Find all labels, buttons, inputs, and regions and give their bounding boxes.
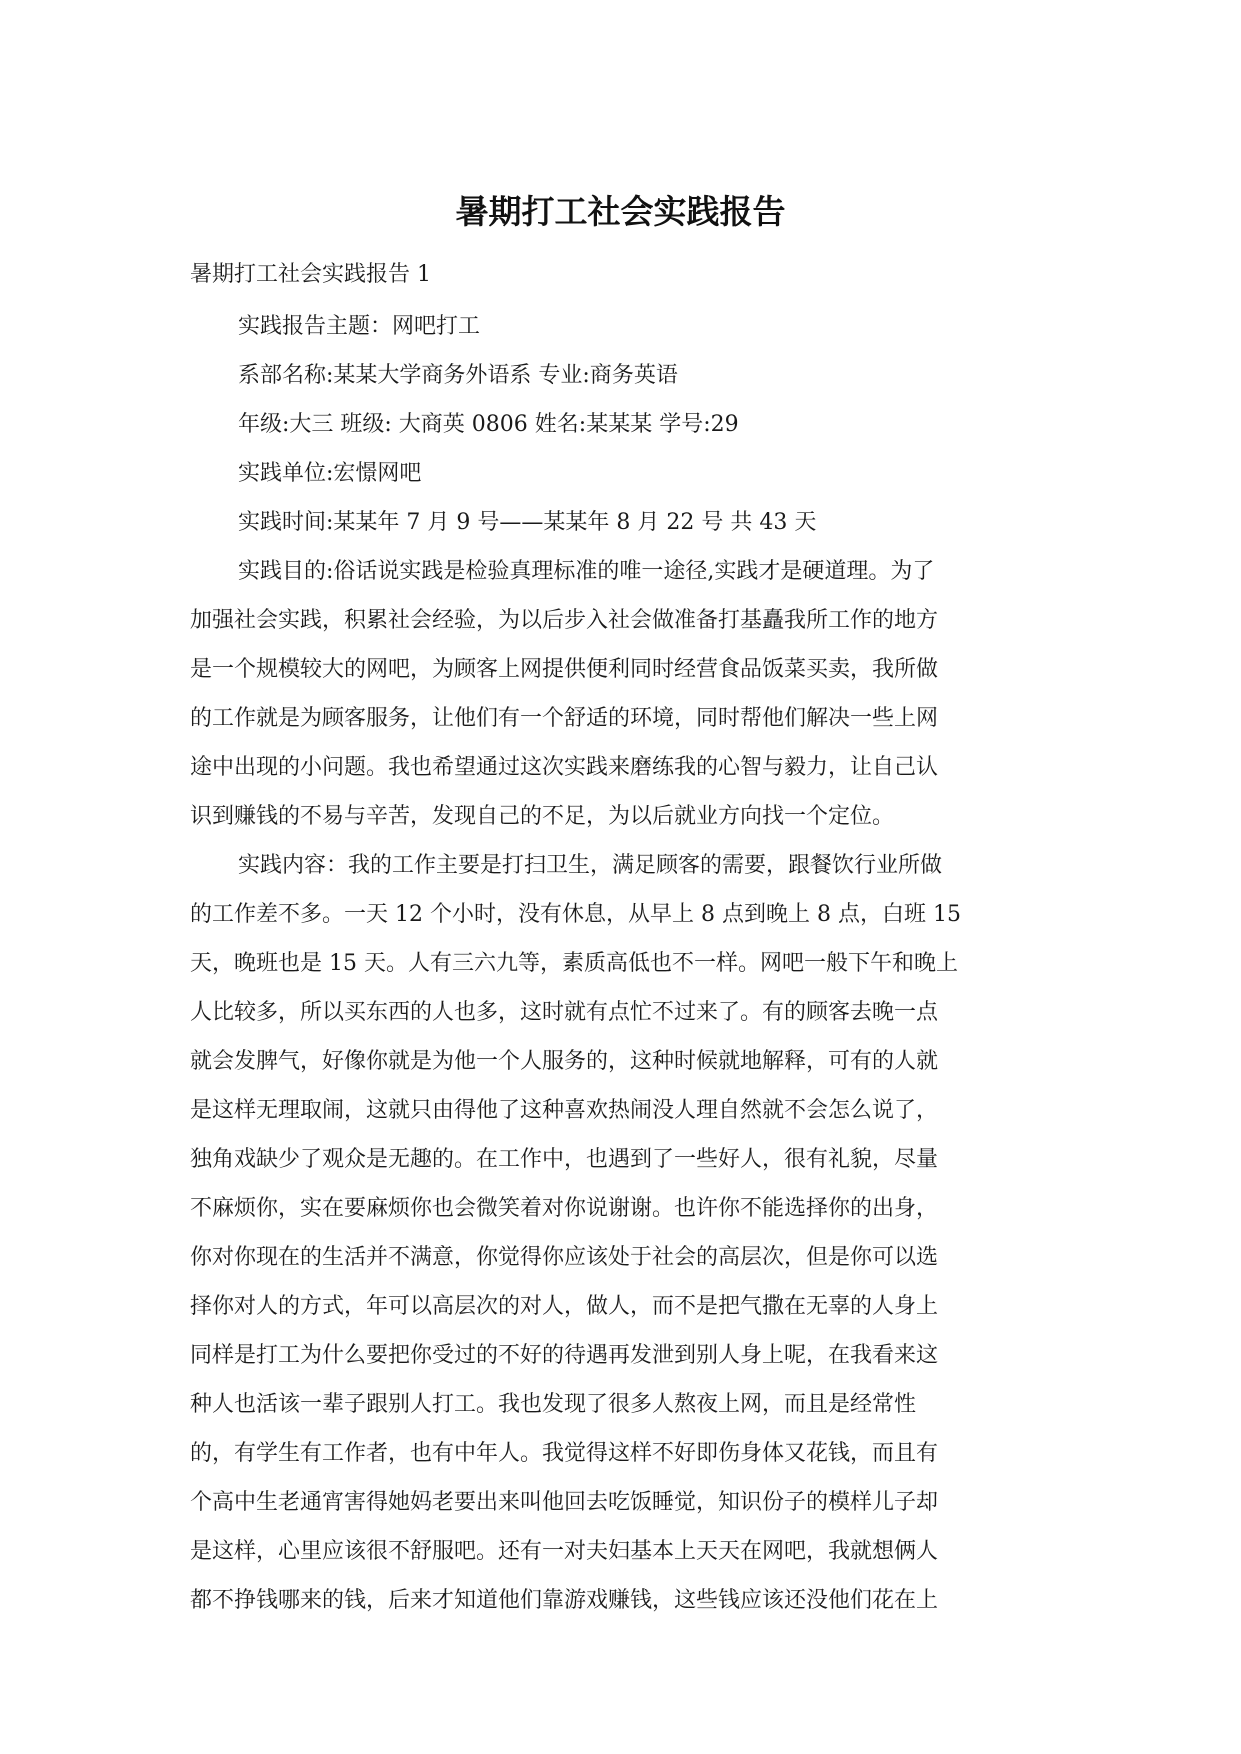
paragraph-line: 实践内容：我的工作主要是打扫卫生，满足顾客的需要，跟餐饮行业所做 — [238, 853, 943, 878]
paragraph-line: 途中出现的小问题。我也希望通过这次实践来磨练我的心智与毅力，让自己认 — [190, 755, 939, 780]
paragraph-line: 的工作差不多。一天 12 个小时，没有休息，从早上 8 点到晚上 8 点，白班 15 — [190, 902, 961, 927]
paragraph-line: 天，晚班也是 15 天。人有三六九等，素质高低也不一样。网吧一般下午和晚上 — [190, 951, 958, 976]
paragraph-line: 识到赚钱的不易与辛苦，发现自己的不足，为以后就业方向找一个定位。 — [190, 804, 895, 829]
paragraph-line: 实践目的:俗话说实践是检验真理标准的唯一途径,实践才是硬道理。为了 — [238, 559, 935, 584]
info-line: 系部名称:某某大学商务外语系 专业:商务英语 — [238, 363, 678, 388]
paragraph-line: 同样是打工为什么要把你受过的不好的待遇再发泄到别人身上呢，在我看来这 — [190, 1343, 939, 1368]
paragraph-line: 的工作就是为顾客服务，让他们有一个舒适的环境，同时帮他们解决一些上网 — [190, 706, 939, 731]
document-body — [190, 250, 1048, 1625]
paragraph-line: 就会发脾气，好像你就是为他一个人服务的，这种时候就地解释，可有的人就 — [190, 1049, 939, 1074]
info-line: 实践报告主题：网吧打工 — [238, 314, 481, 339]
paragraph-line: 种人也活该一辈子跟别人打工。我也发现了很多人熬夜上网，而且是经常性 — [190, 1392, 917, 1417]
section-heading: 暑期打工社会实践报告 1 — [190, 262, 431, 287]
paragraph-line: 独角戏缺少了观众是无趣的。在工作中，也遇到了一些好人，很有礼貌，尽量 — [190, 1147, 939, 1172]
paragraph-line: 是这样无理取闹，这就只由得他了这种喜欢热闹没人理自然就不会怎么说了， — [190, 1098, 939, 1123]
info-line: 实践时间:某某年 7 月 9 号——某某年 8 月 22 号 共 43 天 — [238, 510, 817, 535]
paragraph-line: 人比较多，所以买东西的人也多，这时就有点忙不过来了。有的顾客去晚一点 — [190, 1000, 939, 1025]
paragraph-line: 是一个规模较大的网吧，为顾客上网提供便利同时经营食品饭菜买卖，我所做 — [190, 657, 939, 682]
paragraph-line: 你对你现在的生活并不满意，你觉得你应该处于社会的高层次，但是你可以选 — [190, 1245, 939, 1270]
paragraph-line: 加强社会实践，积累社会经验，为以后步入社会做准备打基矗我所工作的地方 — [190, 608, 939, 633]
paragraph-line: 不麻烦你，实在要麻烦你也会微笑着对你说谢谢。也许你不能选择你的出身， — [190, 1196, 939, 1221]
paragraph-line: 都不挣钱哪来的钱，后来才知道他们靠游戏赚钱，这些钱应该还没他们花在上 — [190, 1588, 939, 1613]
paragraph-line: 的，有学生有工作者，也有中年人。我觉得这样不好即伤身体又花钱，而且有 — [190, 1441, 939, 1466]
document-title: 暑期打工社会实践报告 — [455, 192, 786, 231]
info-line: 年级:大三 班级: 大商英 0806 姓名:某某某 学号:29 — [238, 412, 739, 437]
paragraph-line: 择你对人的方式，年可以高层次的对人，做人，而不是把气撒在无辜的人身上 — [190, 1294, 939, 1319]
paragraph-line: 个高中生老通宵害得她妈老要出来叫他回去吃饭睡觉，知识份子的模样儿子却 — [190, 1490, 939, 1515]
paragraph-line: 是这样，心里应该很不舒服吧。还有一对夫妇基本上天天在网吧，我就想俩人 — [190, 1539, 939, 1564]
info-line: 实践单位:宏憬网吧 — [238, 461, 422, 486]
